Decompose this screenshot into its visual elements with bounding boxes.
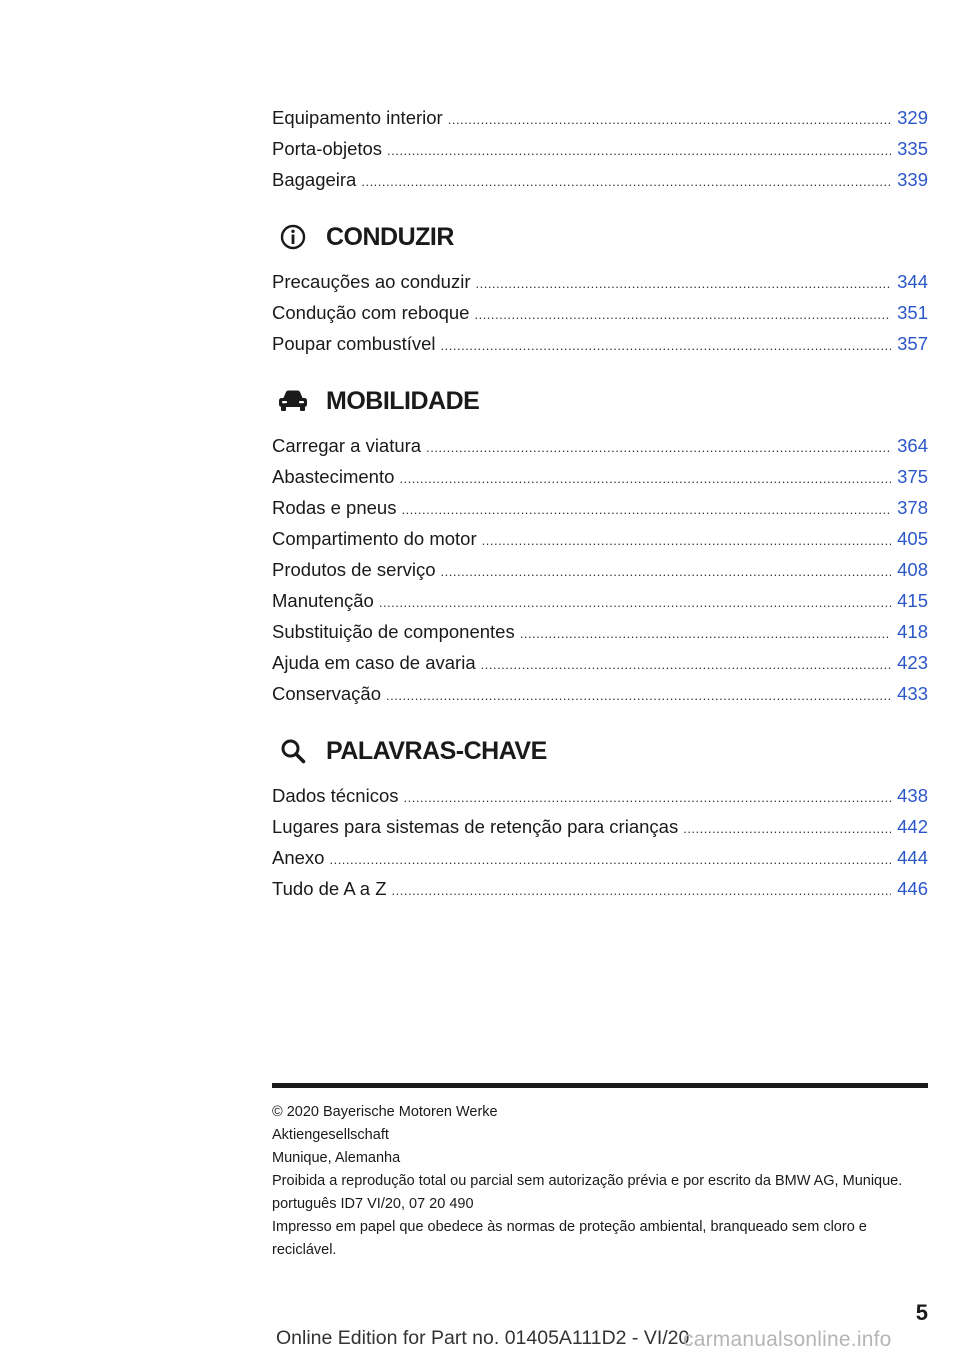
- toc-page-link[interactable]: 433: [897, 683, 928, 704]
- toc-entry-label: Substituição de componentes: [272, 621, 515, 642]
- toc-entry-label: Condução com reboque: [272, 302, 470, 323]
- toc-entry[interactable]: [272, 585, 928, 616]
- toc-page-link[interactable]: 339: [897, 169, 928, 190]
- toc-entry-label: Porta-objetos: [272, 138, 383, 159]
- imprint-line: Aktiengesellschaft: [272, 1127, 389, 1143]
- imprint-block: [272, 1101, 928, 1262]
- table-of-contents: [272, 102, 928, 904]
- dot-leader: [329, 844, 891, 873]
- dot-leader: [448, 104, 891, 133]
- toc-entry-label: Equipamento interior: [272, 107, 443, 128]
- dot-leader: [482, 525, 892, 554]
- dot-leader: [386, 680, 891, 709]
- dot-leader: [481, 649, 892, 678]
- toc-entry-label: Manutenção: [272, 590, 374, 611]
- toc-entry-label: Rodas e pneus: [272, 497, 397, 518]
- toc-entry[interactable]: [272, 266, 928, 297]
- section-heading-conduzir: [272, 212, 928, 262]
- toc-entry-label: Poupar combustível: [272, 333, 436, 354]
- toc-page-link[interactable]: 408: [897, 559, 928, 580]
- toc-entry[interactable]: [272, 780, 928, 811]
- watermark: carmanualsonline.info: [683, 1328, 892, 1351]
- toc-entry[interactable]: [272, 133, 928, 164]
- imprint-line: © 2020 Bayerische Motoren Werke: [272, 1104, 498, 1120]
- dot-leader: [683, 813, 891, 842]
- toc-page-link[interactable]: 442: [897, 816, 928, 837]
- search-icon: [274, 736, 312, 766]
- car-icon: [274, 386, 312, 416]
- toc-entry[interactable]: [272, 811, 928, 842]
- dot-leader: [475, 268, 891, 297]
- toc-entry[interactable]: [272, 523, 928, 554]
- online-edition-footer: Online Edition for Part no. 01405A111D2 - VI/20: [276, 1327, 690, 1349]
- toc-entry[interactable]: [272, 102, 928, 133]
- toc-entry[interactable]: [272, 328, 928, 359]
- toc-page-link[interactable]: 423: [897, 652, 928, 673]
- dot-leader: [379, 587, 891, 616]
- toc-entry-label: Compartimento do motor: [272, 528, 477, 549]
- toc-page-link[interactable]: 446: [897, 878, 928, 899]
- toc-page-link[interactable]: 344: [897, 271, 928, 292]
- toc-page-link[interactable]: 351: [897, 302, 928, 323]
- imprint-line: Proibida a reprodução total ou parcial sem autorização prévia e por escrito da BMW AG, Munique.: [272, 1173, 903, 1189]
- toc-entry-label: Anexo: [272, 847, 325, 868]
- toc-page-link[interactable]: 364: [897, 435, 928, 456]
- info-icon: [274, 222, 312, 252]
- dot-leader: [441, 556, 892, 585]
- toc-entry-label: Dados técnicos: [272, 785, 399, 806]
- toc-page-link[interactable]: 335: [897, 138, 928, 159]
- imprint-line: português ID7 VI/20, 07 20 490: [272, 1196, 474, 1212]
- divider-rule: [272, 1083, 928, 1088]
- toc-entry-label: Lugares para sistemas de retenção para crianças: [272, 816, 679, 837]
- toc-entry-label: Tudo de A a Z: [272, 878, 387, 899]
- page-number: 5: [915, 1300, 928, 1325]
- toc-page-link[interactable]: 357: [897, 333, 928, 354]
- toc-entry-label: Bagageira: [272, 169, 357, 190]
- dot-leader: [401, 494, 891, 523]
- dot-leader: [392, 875, 892, 904]
- toc-entry-label: Ajuda em caso de avaria: [272, 652, 476, 673]
- section-heading-mobilidade: [272, 376, 928, 426]
- dot-leader: [520, 618, 891, 647]
- imprint-line: Impresso em papel que obedece às normas de proteção ambiental, branqueado sem cloro e reciclável.: [272, 1219, 867, 1258]
- toc-entry[interactable]: [272, 678, 928, 709]
- toc-entry-label: Abastecimento: [272, 466, 395, 487]
- section-heading-palavras-chave: [272, 726, 928, 776]
- toc-page-link[interactable]: 415: [897, 590, 928, 611]
- toc-entry[interactable]: [272, 554, 928, 585]
- toc-entry[interactable]: [272, 647, 928, 678]
- toc-entry[interactable]: [272, 164, 928, 195]
- dot-leader: [387, 135, 891, 164]
- dot-leader: [399, 463, 891, 492]
- toc-entry-label: Produtos de serviço: [272, 559, 436, 580]
- imprint-line: Munique, Alemanha: [272, 1150, 401, 1166]
- dot-leader: [474, 299, 891, 328]
- toc-page-link[interactable]: 375: [897, 466, 928, 487]
- section-title: CONDUZIR: [326, 222, 454, 251]
- toc-page-link[interactable]: 438: [897, 785, 928, 806]
- toc-page-link[interactable]: 405: [897, 528, 928, 549]
- toc-entry[interactable]: [272, 461, 928, 492]
- section-title: MOBILIDADE: [326, 386, 480, 415]
- toc-page-link[interactable]: 418: [897, 621, 928, 642]
- toc-entry-label: Carregar a viatura: [272, 435, 422, 456]
- toc-page-link[interactable]: 329: [897, 107, 928, 128]
- toc-entry[interactable]: [272, 873, 928, 904]
- dot-leader: [441, 330, 892, 359]
- toc-page-link[interactable]: 378: [897, 497, 928, 518]
- dot-leader: [426, 432, 891, 461]
- section-title: PALAVRAS-CHAVE: [326, 736, 547, 765]
- toc-entry-label: Precauções ao conduzir: [272, 271, 471, 292]
- toc-entry[interactable]: [272, 492, 928, 523]
- dot-leader: [403, 782, 891, 811]
- dot-leader: [361, 166, 891, 195]
- toc-entry[interactable]: [272, 297, 928, 328]
- toc-entry-label: Conservação: [272, 683, 382, 704]
- toc-page-link[interactable]: 444: [897, 847, 928, 868]
- toc-entry[interactable]: [272, 616, 928, 647]
- toc-entry[interactable]: [272, 430, 928, 461]
- toc-entry[interactable]: [272, 842, 928, 873]
